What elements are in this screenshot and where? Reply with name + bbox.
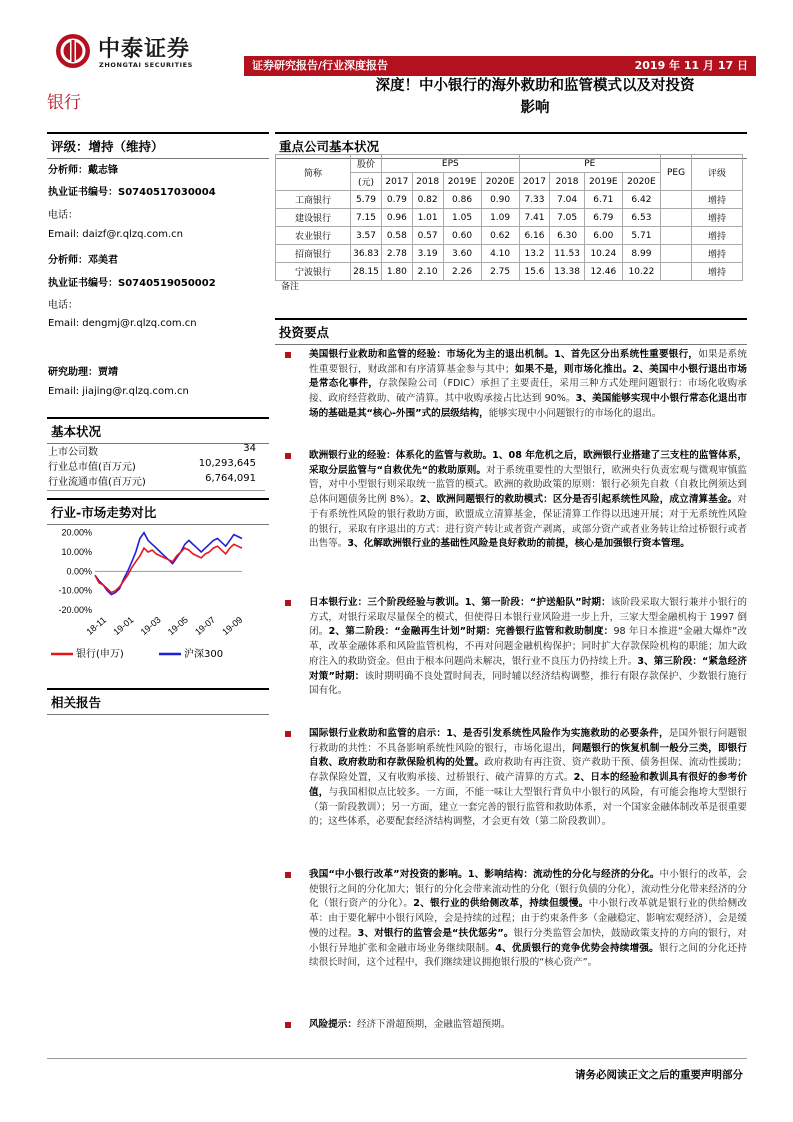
- point-body: 是国外银行问题银行救助的共性：不具备影响系统性风险的银行，市场化退出，: [309, 728, 747, 754]
- point-4: [285, 727, 747, 830]
- table-cell: 5.79: [351, 191, 382, 209]
- table-cell: 36.83: [351, 245, 382, 263]
- table-cell: 0.79: [382, 191, 413, 209]
- point-emphasis: 3、对银行的监管会是“扶优惩劣”。: [357, 927, 514, 939]
- series-line-bank: [95, 544, 242, 592]
- report-title: [310, 75, 760, 119]
- cert2-label: 执业证书编号：: [48, 278, 118, 289]
- table-cell: [661, 209, 692, 227]
- analyst1-label: 分析师：: [48, 165, 88, 176]
- table-cell: 15.6: [519, 263, 550, 281]
- table-cell: 增持: [692, 209, 743, 227]
- point-emphasis: 4、优质银行的竞争优势会持续增强。: [495, 942, 659, 954]
- cert1: [48, 183, 216, 198]
- report-title-line1: 深度！中小银行的海外救助和监管模式以及对投资: [375, 78, 695, 94]
- x-axis: [84, 615, 244, 637]
- point-emphasis: 2、银行业的供给侧改革，持续但缓慢。: [413, 898, 589, 910]
- basic-value: 6,764,091: [205, 473, 256, 484]
- point-body: 政府救助有再注资、资产救助干预、债务担保、流动性援助；存款保险处置，又有收购承接、过桥银行、破产清算的方式。: [309, 757, 748, 784]
- table-cell: 1.05: [443, 209, 481, 227]
- table-cell: 0.96: [382, 209, 413, 227]
- phone1: 电话：: [48, 210, 78, 221]
- table-cell: 7.04: [550, 191, 584, 209]
- legend-label: 银行(申万): [76, 649, 124, 660]
- table-cell: 2.10: [412, 263, 443, 281]
- table-cell: 7.15: [351, 209, 382, 227]
- report-type: 证券研究报告/行业深度报告: [252, 59, 389, 72]
- footer-divider: [47, 1058, 747, 1059]
- basic-value: 10,293,645: [198, 458, 256, 469]
- assistant: [48, 363, 118, 378]
- point-emphasis: 2、第二阶段：“金融再生计划”时期：完善银行监管和救助制度：: [328, 626, 614, 638]
- table-cell: 6.79: [584, 209, 622, 227]
- table-cell: 8.99: [622, 245, 660, 263]
- table-cell: 7.41: [519, 209, 550, 227]
- table-cell: 10.24: [584, 245, 622, 263]
- chart-legend: [51, 647, 223, 660]
- year-cell: 2020E: [481, 173, 519, 191]
- table-cell: 6.30: [550, 227, 584, 245]
- y-tick-label: -20.00%: [58, 605, 92, 615]
- phone2: 电话：: [48, 300, 78, 311]
- table-cell: 增持: [692, 245, 743, 263]
- logo-text-en: ZHONGTAI SECURITIES: [99, 61, 193, 69]
- point-emphasis: 2、日本的经验和教训具有很好的参考价值，: [309, 772, 747, 798]
- table-cell: 6.16: [519, 227, 550, 245]
- year-cell: 2018: [412, 173, 443, 191]
- table-cell: 6.00: [584, 227, 622, 245]
- basic-row: [48, 473, 256, 488]
- year-cell: 2019E: [584, 173, 622, 191]
- table-cell: 11.53: [550, 245, 584, 263]
- table-cell: 6.42: [622, 191, 660, 209]
- year-cell: 2018: [550, 173, 584, 191]
- point-1: [285, 348, 747, 422]
- table-cell: 0.62: [481, 227, 519, 245]
- header-peg: PEG: [661, 155, 692, 191]
- company-name: 工商银行: [276, 191, 351, 209]
- logo-emblem: [56, 34, 90, 68]
- point-body: 能够实现中小问题银行的市场化的退出。: [488, 407, 662, 419]
- point-2: [285, 449, 747, 552]
- report-title-line2: 影响: [520, 100, 550, 116]
- x-tick-label: 19-05: [165, 614, 190, 638]
- basic-key: 行业流通市值(百万元): [48, 477, 146, 488]
- table-header-row: [276, 155, 743, 173]
- x-tick-label: 19-07: [193, 614, 218, 638]
- point-body: 银行分类监管会加快，鼓励政策支持的方向的银行，对小银行异地扩张和金融市场业务继续限制。: [309, 927, 747, 954]
- point-emphasis: 2、欧洲问题银行的救助模式：区分是否引起系统性风险，成立清算基金。: [419, 494, 738, 506]
- table-row: [276, 191, 743, 209]
- bullet-square-icon: [285, 872, 291, 878]
- company-name: 农业银行: [276, 227, 351, 245]
- point-body: 与我国相似点比较多。一方面，不能一味让大型银行背负中小银行的风险，有可能会拖垮大型银行（第一阶段教训）；另一方面，建立一套完善的银行监管和救助体系，对一个国家金融体制改革是很重要的；这些体系，必要配套经济结构调整，才会更有效（第二阶段教训）。: [309, 786, 748, 828]
- point-text: [309, 868, 747, 971]
- point-body: 中小银行的改革，会使银行之间的分化加大；银行的分化会带来流动性的分化（银行负债的分化），流动性分化带来经济的分化（银行资产的分化）。: [309, 869, 747, 910]
- table-note: 备注: [281, 282, 300, 292]
- table-cell: 1.09: [481, 209, 519, 227]
- cert1-label: 执业证书编号：: [48, 187, 118, 198]
- basic-key: 上市公司数: [48, 447, 98, 458]
- point-text: [309, 348, 747, 422]
- company-name: 招商银行: [276, 245, 351, 263]
- x-tick-label: 19-09: [220, 614, 245, 638]
- table-cell: [661, 263, 692, 281]
- table-row: [276, 263, 743, 281]
- table-cell: 2.75: [481, 263, 519, 281]
- point-emphasis: 3、第三阶段：“紧急经济对策”时期：: [309, 655, 747, 682]
- rating: 评级：增持（维持）: [47, 132, 269, 159]
- table-cell: 7.05: [550, 209, 584, 227]
- table-cell: 6.71: [584, 191, 622, 209]
- table-cell: 5.71: [622, 227, 660, 245]
- point-emphasis: 风险提示：: [309, 1019, 357, 1030]
- x-tick-label: 19-01: [111, 614, 136, 638]
- series-line-hs300: [95, 533, 242, 595]
- year-cell: 2017: [382, 173, 413, 191]
- table-cell: 3.57: [351, 227, 382, 245]
- table-cell: 28.15: [351, 263, 382, 281]
- table-cell: [661, 191, 692, 209]
- report-header-bar: [244, 56, 756, 76]
- point-3: [285, 596, 747, 699]
- footer-disclaimer: 请务必阅读正文之后的重要声明部分: [575, 1069, 743, 1081]
- email3[interactable]: Email: jiajing@r.qlzq.com.cn: [48, 386, 189, 397]
- cert2: [48, 274, 216, 289]
- analyst2-name: 邓美君: [88, 255, 118, 266]
- table-cell: 0.60: [443, 227, 481, 245]
- report-date: 2019 年 11 月 17 日: [634, 59, 748, 72]
- table-row: [276, 209, 743, 227]
- x-tick-label: 18-11: [84, 614, 108, 637]
- header-rating: 评级: [692, 155, 743, 191]
- bullet-square-icon: [285, 453, 291, 459]
- companies-table: [275, 154, 743, 281]
- point-body: 如果是系统性重要银行，财政部和有序清算基金参与其中；: [309, 349, 747, 375]
- header-eps: EPS: [382, 155, 520, 173]
- y-tick-label: 20.00%: [61, 527, 92, 538]
- table-cell: 0.90: [481, 191, 519, 209]
- table-row: [276, 245, 743, 263]
- industry-label: 银行: [47, 93, 81, 113]
- table-cell: 增持: [692, 191, 743, 209]
- basic-row: [48, 458, 256, 473]
- table-cell: 1.80: [382, 263, 413, 281]
- point-body: 经济下滑超预期，金融监管超预期。: [356, 1019, 511, 1030]
- basic-status-title: 基本状况: [47, 417, 269, 444]
- year-cell: 2019E: [443, 173, 481, 191]
- company-name: 建设银行: [276, 209, 351, 227]
- point-6: [285, 1018, 747, 1033]
- table-body: [276, 191, 743, 281]
- table-cell: 0.57: [412, 227, 443, 245]
- point-body: 存款保险公司（FDIC）承担了主要责任，采用三种方式处理问题银行：市场化收购承接、政府经营救助、破产清算。其中收购承接占比达到 90%。: [309, 378, 748, 405]
- point-text: [309, 596, 747, 699]
- table-cell: 13.38: [550, 263, 584, 281]
- point-emphasis: 欧洲银行业的经验：体系化的监管与救助。1、08 年危机之后，欧洲银行业搭建了三支柱的监管体系，采取分层监管与“自救优先“的救助原则。: [309, 450, 747, 476]
- point-emphasis: 日本银行业：三个阶段经验与教训。1、第一阶段：“护送船队”时期：: [309, 597, 611, 608]
- email1[interactable]: Email: daizf@r.qlzq.com.cn: [48, 229, 183, 240]
- y-tick-label: 10.00%: [61, 547, 92, 557]
- analyst2-label: 分析师：: [48, 255, 88, 266]
- bullet-square-icon: [285, 1022, 291, 1028]
- trend-chart: [47, 515, 257, 670]
- header-price: 股价: [351, 155, 382, 173]
- table-cell: 6.53: [622, 209, 660, 227]
- header-name: 简称: [276, 155, 351, 191]
- table-cell: 7.33: [519, 191, 550, 209]
- legend-label: 沪深300: [184, 649, 224, 660]
- assistant-label: 研究助理：: [48, 367, 98, 378]
- point-emphasis: 我国“中小银行改革”对投资的影响。1、影响结构：流动性的分化与经济的分化。: [309, 869, 660, 880]
- point-emphasis: 3、化解欧洲银行业的基础性风险是良好救助的前提，核心是加强银行资本管理。: [347, 538, 690, 550]
- bullet-square-icon: [285, 600, 291, 606]
- chart-section-title: 行业-市场走势对比: [47, 498, 269, 525]
- table-cell: 3.60: [443, 245, 481, 263]
- bullet-square-icon: [285, 731, 291, 737]
- point-text: [309, 449, 747, 552]
- header-price-unit: (元): [351, 173, 382, 191]
- point-body: 该阶段采取大银行兼并小银行的方式，对银行采取尽量保全的模式，但使得日本银行业风险进一步上升，三家大型金融机构于 1997 倒闭。: [309, 597, 748, 638]
- y-tick-label: 0.00%: [66, 566, 92, 577]
- point-text: [309, 1018, 747, 1033]
- related-reports-title: 相关报告: [47, 688, 269, 715]
- table-row: [276, 227, 743, 245]
- point-body: 98 年日本推进“金融大爆炸”改革，改革金融体系和风险监管机构，不再对问题金融机构保护；同时扩大存款保险机构的职能；加大政府注入的救助资金。但由于根本问题尚未解决，银行业不良压力仍持续上升。: [309, 626, 747, 667]
- table-cell: 0.82: [412, 191, 443, 209]
- analyst1-name: 戴志锋: [88, 165, 118, 176]
- logo-mark-icon: [56, 34, 90, 68]
- point-body: 对于有系统性风险的银行救助方面，欧盟成立清算基金，保证清算工作得以迅速开展；对于无系统性风险的银行，采取有序退出的方式：进行资产转让或者资产剥离，或部分资产或者业务转让给过桥银行或者出售等。: [309, 494, 747, 550]
- basic-row: [48, 443, 256, 458]
- company-name: 宁波银行: [276, 263, 351, 281]
- table-cell: 0.86: [443, 191, 481, 209]
- header-pe: PE: [519, 155, 660, 173]
- point-body: 中小银行改革就是银行业的供给侧改革：由于要化解中小银行风险，会是持续的过程；由于约束条件多（金融稳定、影响宏观经济），会是缓慢的过程。: [309, 898, 748, 939]
- table-cell: [661, 227, 692, 245]
- year-cell: 2020E: [622, 173, 660, 191]
- email2[interactable]: Email: dengmj@r.qlzq.com.cn: [48, 318, 197, 329]
- table-cell: 4.10: [481, 245, 519, 263]
- table-cell: 2.26: [443, 263, 481, 281]
- point-body: 该时期明确不良处置时间表，同时辅以经济结构调整，推行有限存款保护、少数银行施行国有化。: [309, 670, 747, 697]
- table-cell: 增持: [692, 227, 743, 245]
- point-body: 银行之间的分化还持续很长时间，这个过程中，我们继续建议拥抱银行股的“核心资产”。: [309, 942, 747, 969]
- table-cell: 2.78: [382, 245, 413, 263]
- table-cell: 10.22: [622, 263, 660, 281]
- analyst1: [48, 161, 118, 176]
- point-emphasis: 美国银行业救助和监管的经验：市场化为主的退出机制。1、首先区分出系统性重要银行，: [309, 349, 699, 360]
- table-cell: 0.58: [382, 227, 413, 245]
- table-cell: 13.2: [519, 245, 550, 263]
- y-tick-label: -10.00%: [58, 585, 92, 596]
- divider: [47, 490, 265, 491]
- y-axis: [58, 528, 92, 615]
- bullet-square-icon: [285, 352, 291, 358]
- year-cell: 2017: [519, 173, 550, 191]
- point-emphasis: 如果不是，则市场化推出。2、美国中小银行退出市场是常态化事件，: [309, 363, 747, 390]
- point-emphasis: 问题银行的恢复机制一般分三类，即银行自救、政府救助和存款保险机构的处置。: [309, 742, 748, 769]
- investment-points-title: 投资要点: [275, 318, 747, 345]
- point-body: 对于系统重要性的大型银行，欧洲央行负责宏观与微观审慎监管，对中小型银行则采取统一监管的模式。欧洲的救助政策的原则：银行必须先自救（自救比例须达到总体问题债务比例 8%）。: [309, 464, 747, 506]
- cert1-no: S0740517030004: [118, 187, 216, 198]
- table-cell: 1.01: [412, 209, 443, 227]
- point-emphasis: 国际银行业救助和监管的启示：1、是否引发系统性风险作为实施救助的必要条件，: [309, 728, 669, 739]
- point-5: [285, 868, 747, 971]
- logo-text-cn: 中泰证券: [98, 37, 191, 62]
- table-cell: 增持: [692, 263, 743, 281]
- point-emphasis: 3、美国能够实现中小银行常态化退出市场的基础是其“核心-外围”式的层级结构，: [309, 393, 747, 419]
- table-cell: 3.19: [412, 245, 443, 263]
- cert2-no: S0740519050002: [118, 278, 216, 289]
- point-text: [309, 727, 747, 830]
- table-cell: [661, 245, 692, 263]
- analyst2: [48, 251, 118, 266]
- x-tick-label: 19-03: [138, 614, 163, 638]
- table-cell: 12.46: [584, 263, 622, 281]
- basic-value: 34: [243, 443, 256, 454]
- assistant-name: 贾靖: [98, 367, 118, 378]
- basic-key: 行业总市值(百万元): [48, 462, 136, 473]
- companies-table-title: 重点公司基本状况: [275, 132, 747, 159]
